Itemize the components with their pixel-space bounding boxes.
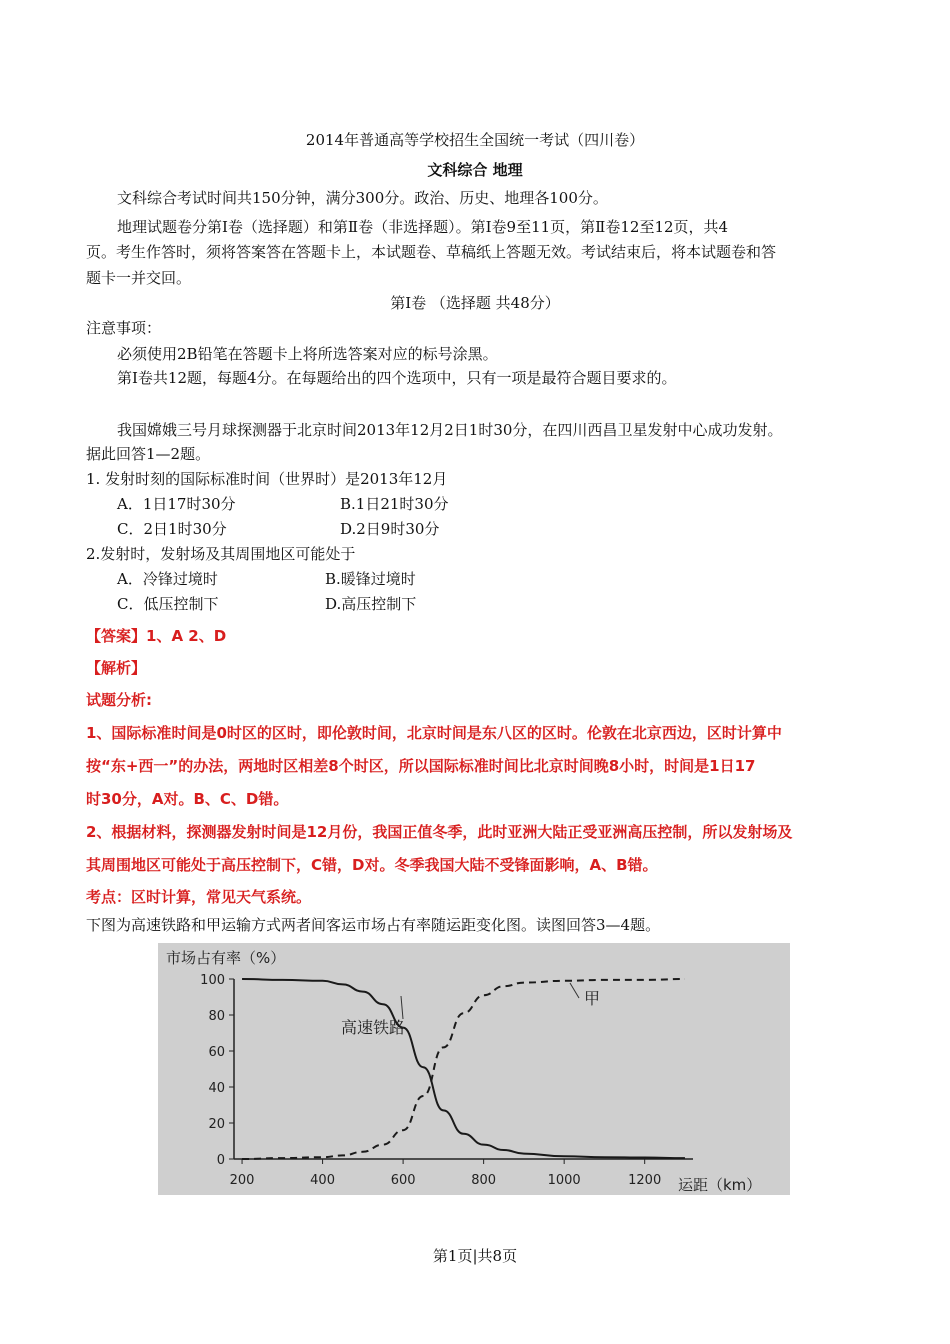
analysis-1-line-3: 时30分，A对。B、C、D错。: [86, 790, 289, 808]
y-axis-label: 市场占有率（%）: [166, 949, 286, 967]
notice-item-2: 第Ⅰ卷共12题，每题4分。在每题给出的四个选项中，只有一项是最符合题目要求的。: [117, 369, 677, 387]
passage-2: 下图为高速铁路和甲运输方式两者间客运市场占有率随运距变化图。读图回答3—4题。: [86, 916, 661, 934]
page-subtitle: 文科综合 地理: [427, 161, 523, 179]
notice-label: 注意事项：: [86, 319, 162, 337]
analysis-title: 试题分析:: [86, 691, 152, 709]
question-1-stem: 1. 发射时刻的国际标准时间（世界时）是2013年12月: [86, 470, 448, 488]
analysis-2-line-2: 其周围地区可能处于高压控制下，C错，D对。冬季我国大陆不受锋面影响，A、B错。: [86, 856, 658, 874]
x-tick-label: 1200: [628, 1173, 662, 1188]
question-1-option-c: C．2日1时30分: [117, 520, 227, 538]
chart-background: [158, 943, 790, 1195]
y-tick-label: 0: [216, 1153, 225, 1168]
section-heading: 第Ⅰ卷 （选择题 共48分）: [390, 294, 560, 312]
series-label-high-speed-rail: 高速铁路: [341, 1018, 406, 1037]
y-tick-label: 20: [208, 1117, 225, 1132]
question-1-option-a: A．1日17时30分: [117, 495, 236, 513]
intro-line-4: 题卡一并交回。: [86, 269, 192, 287]
intro-line-1: 文科综合考试时间共150分钟，满分300分。政治、历史、地理各100分。: [117, 189, 608, 207]
notice-item-1: 必须使用2B铅笔在答题卡上将所选答案对应的标号涂黑。: [117, 345, 498, 363]
question-1-option-b: B.1日21时30分: [340, 495, 449, 513]
passage-1-line-1: 我国嫦娥三号月球探测器于北京时间2013年12月2日1时30分，在四川西昌卫星发射中心成功发射。: [117, 421, 783, 439]
analysis-1-line-1: 1、国际标准时间是0时区的区时，即伦敦时间，北京时间是东八区的区时。伦敦在北京西边，区时计算中: [86, 724, 782, 742]
question-2-option-a: A．冷锋过境时: [117, 570, 218, 588]
passage-1-line-2: 据此回答1—2题。: [86, 445, 211, 463]
x-tick-label: 600: [390, 1173, 416, 1188]
question-2-stem: 2.发射时，发射场及其周围地区可能处于: [86, 545, 356, 563]
question-2-option-c: C．低压控制下: [117, 595, 219, 613]
intro-line-2: 地理试题卷分第Ⅰ卷（选择题）和第Ⅱ卷（非选择题）。第Ⅰ卷9至11页，第Ⅱ卷12至12页，共4: [117, 218, 729, 236]
series-label-jia: 甲: [584, 989, 601, 1008]
question-2-option-b: B.暖锋过境时: [325, 570, 416, 588]
question-1-option-d: D.2日9时30分: [340, 520, 440, 538]
market-share-chart: [158, 943, 790, 1195]
y-tick-label: 100: [200, 973, 225, 988]
x-tick-label: 200: [229, 1173, 255, 1188]
x-axis-label: 运距（km）: [678, 1176, 762, 1194]
kaodian: 考点：区时计算，常见天气系统。: [86, 888, 312, 906]
page-footer: 第1页|共8页: [432, 1247, 518, 1265]
x-tick-label: 800: [471, 1173, 497, 1188]
x-tick-label: 400: [310, 1173, 335, 1188]
intro-line-3: 页。考生作答时，须将答案答在答题卡上，本试题卷、草稿纸上答题无效。考试结束后，将本试题卷和答: [86, 243, 777, 261]
y-tick-label: 60: [208, 1045, 225, 1060]
y-tick-label: 40: [208, 1081, 225, 1096]
question-2-option-d: D.高压控制下: [325, 595, 417, 613]
x-tick-label: 1000: [547, 1173, 581, 1188]
analysis-label: 【解析】: [86, 659, 147, 677]
y-tick-label: 80: [208, 1009, 225, 1024]
analysis-2-line-1: 2、根据材料，探测器发射时间是12月份，我国正值冬季，此时亚洲大陆正受亚洲高压控制，所以发射场及: [86, 823, 793, 841]
answer-label: 【答案】1、A 2、D: [86, 627, 227, 645]
analysis-1-line-2: 按“东+西一”的办法，两地时区相差8个时区，所以国际标准时间比北京时间晚8小时，时间是1日17: [86, 757, 756, 775]
page-title: 2014年普通高等学校招生全国统一考试（四川卷）: [305, 131, 645, 149]
